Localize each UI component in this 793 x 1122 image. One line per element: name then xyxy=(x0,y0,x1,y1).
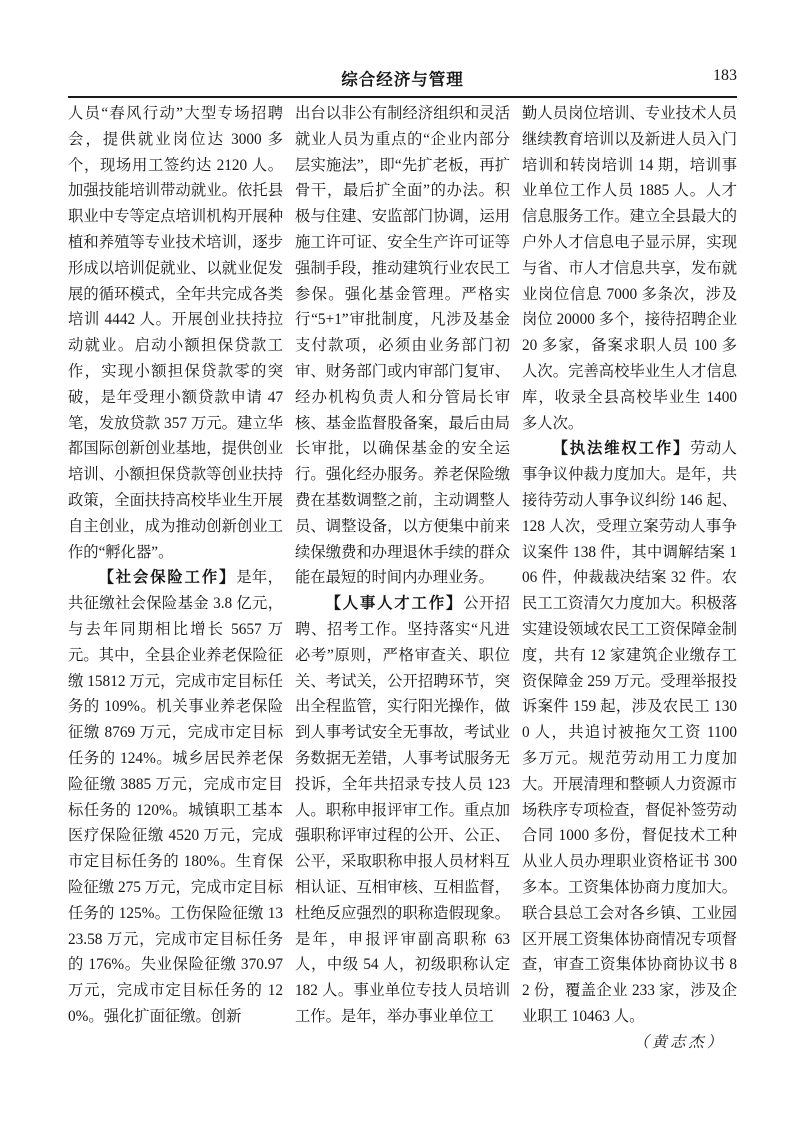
section-paragraph: 【执法维权工作】劳动人事争议仲裁力度加大。是年，共接待劳动人事争议纠纷 146 起、128 人次，受理立案劳动人事争议案件 138 件，其中调解结案 106 件，仲裁裁决结案 32 件。农民工工资清欠力度加大。积极落实建设领域农民工工资保障金制度，共有 12 家建筑企业缴存工资保障金 259 万元。受理举报投诉案件 159 起，涉及农民工 1300 人，共追讨被拖欠工资 1100 多万元。规范劳动用工力度加大。开展清理和整顿人力资源市场秩序专项检查，督促补签劳动合同 1000 多份，督促技术工种从业人员办理职业资格证书 300 多本。工资集体协商力度加大。联合县总工会对各乡镇、工业园区开展工资集体协商情况专项督查，审查工资集体协商协议书 82 份，覆盖企业 233 家，涉及企业职工 10463 人。 xyxy=(522,440,737,1025)
author-signature: （黄志杰） xyxy=(633,1033,725,1051)
paragraph-continuation: 出台以非公有制经济组织和灵活就业人员为重点的“企业内部分层实施法”，即“先扩老板，再扩骨干，最后扩全面”的办法。积极与住建、安监部门协调，运用施工许可证、安全生产许可证等强制手段，推动建筑行业农民工参保。强化基金管理。严格实行“5+1”审批制度，凡涉及基金支付款项，必须由业务部门初审、财务部门或内审部门复审、经办机构负责人和分管局长审核、基金监督股备案，最后由局长审批，以确保基金的安全运行。强化经办服务。养老保险缴费在基数调整之前，主动调整人员、调整设备，以方便集中前来续保缴费和办理退休手续的群众能在最短的时间内办理业务。 xyxy=(295,105,510,587)
header-rule xyxy=(68,96,737,98)
page-number: 183 xyxy=(713,67,737,84)
column-3 xyxy=(522,101,737,1055)
column-2 xyxy=(295,101,510,1055)
text-columns xyxy=(68,101,737,1055)
paragraph-continuation: 人员“春风行动”大型专场招聘会，提供就业岗位达 3000 多个，现场用工签约达 2120 人。加强技能培训带动就业。依托县职业中专等定点培训机构开展种植和养殖等专业技术培训，逐步形成以培训促就业、以就业促发展的循环模式，全年共完成各类培训 4442 人。开展创业扶持拉动就业。启动小额担保贷款工作，实现小额担保贷款零的突破，是年受理小额贷款申请 47 笔，发放贷款 357 万元。建立华都国际创新创业基地，提供创业培训、小额担保贷款等创业扶持政策，全面扶持高校毕业生开展自主创业，成为推动创新创业工作的“孵化器”。 xyxy=(68,105,283,561)
section-heading: 【人事人才工作】 xyxy=(325,595,464,613)
section-paragraph: 【社会保险工作】是年，共征缴社会保险基金 3.8 亿元，与去年同期相比增长 5657 万元。其中，全县企业养老保险征缴 15812 万元，完成市定目标任务的 109%。机关事业养老保险征缴 8769 万元，完成市定目标任务的 124%。城乡居民养老保险征缴 3885 万元，完成市定目标任务的 120%。城镇职工基本医疗保险征缴 4520 万元，完成市定目标任务的 180%。生育保险征缴 275 万元，完成市定目标任务的 125%。工伤保险征缴 1323.58 万元，完成市定目标任务的 176%。失业保险征缴 370.97 万元，完成市定目标任务的 120%。强化扩面征缴。创新 xyxy=(68,569,283,1025)
section-heading: 【执法维权工作】 xyxy=(552,440,691,458)
column-1 xyxy=(68,101,283,1055)
paragraph-continuation: 勤人员岗位培训、专业技术人员继续教育培训以及新进人员入门培训和转岗培训 14 期，培训事业单位工作人员 1885 人。人才信息服务工作。建立全县最大的户外人才信息电子显示屏，实现与省、市人才信息共享，发布就业岗位信息 7000 多条次，涉及岗位 20000 多个，接待招聘企业 20 多家，备案求职人员 100 多人次。完善高校毕业生人才信息库，收录全县高校毕业生 1400 多人次。 xyxy=(522,105,737,432)
section-paragraph: 【人事人才工作】公开招聘、招考工作。坚持落实“凡进必考”原则，严格审查关、职位关、考试关，公开招聘环节，突出全程监管，实行阳光操作，做到人事考试安全无事故，考试业务数据无差错，人事考试服务无投诉，全年共招录专技人员 123 人。职称申报评审工作。重点加强职称评审过程的公开、公正、公平，采取职称申报人员材料互相认证、互相审核、互相监督，杜绝反应强烈的职称造假现象。是年，申报评审副高职称 63 人，中级 54 人，初级职称认定 182 人。事业单位专技人员培训工作。是年，举办事业单位工 xyxy=(295,595,510,1025)
section-heading: 【社会保险工作】 xyxy=(98,569,237,587)
page-header xyxy=(68,64,737,92)
running-head-title: 综合经济与管理 xyxy=(341,71,464,89)
